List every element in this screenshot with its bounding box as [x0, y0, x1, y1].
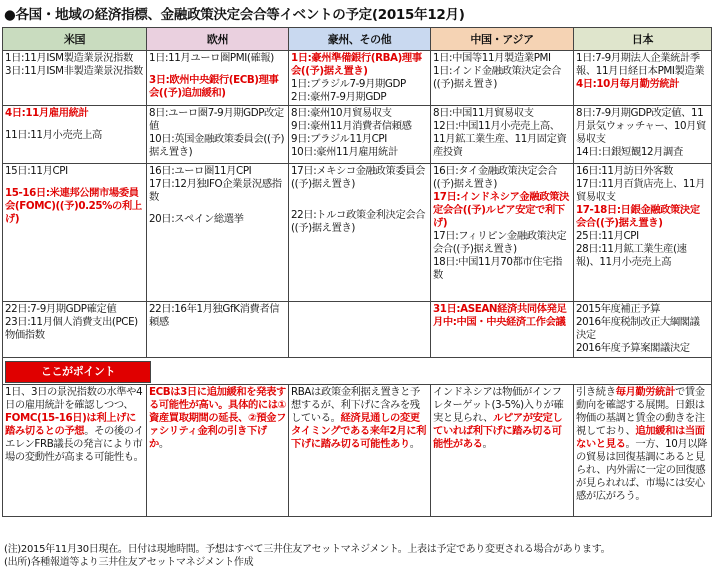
event-item: 16日:タイ金融政策決定会合((予)据え置き)	[433, 165, 558, 190]
event-cell	[3, 51, 147, 106]
key-point-text: 。	[409, 438, 420, 450]
event-cell	[574, 164, 712, 302]
event-item: 22日:7-9月期GDP確定値	[5, 303, 117, 315]
spacer	[149, 65, 286, 74]
event-item: 17日:12月独IFO企業景況感指数	[149, 178, 282, 203]
key-point-text: で賃金動向を確認する展開。日銀は物価の基調と賃金の動きを注視しており、	[576, 386, 705, 437]
event-cell	[289, 51, 431, 106]
event-cell	[431, 302, 574, 358]
event-cell	[3, 106, 147, 164]
key-points-row	[3, 385, 712, 517]
event-cell	[574, 51, 712, 106]
key-point-cell	[3, 385, 147, 517]
column-header-japan: 日本	[574, 28, 712, 51]
column-header-europe: 欧州	[147, 28, 289, 51]
highlighted-event: 17-18日:日銀金融政策決定会合((予)据え置き)	[576, 204, 700, 229]
event-item: 3日:11月ISM非製造業景況指数	[5, 65, 143, 77]
event-row	[3, 164, 712, 302]
key-point-text: 。	[158, 438, 169, 450]
event-item: 22日:16年1月独GfK消費者信頼感	[149, 303, 280, 328]
event-item: 2日:豪州7-9月期GDP	[291, 91, 387, 103]
key-point-text: 1日、3日の景況指数の水準や4日の雇用統計を確認しつつ、	[5, 386, 143, 411]
event-item: 10日:豪州11月雇用統計	[291, 146, 398, 158]
key-point-text: 。	[482, 438, 493, 450]
event-item: 8日:ユーロ圏7-9月期GDP改定値	[149, 107, 284, 132]
event-item: 25日:11月CPI	[576, 230, 639, 242]
event-cell	[289, 106, 431, 164]
event-cell	[431, 106, 574, 164]
event-cell	[147, 164, 289, 302]
highlighted-event: 3日:欧州中央銀行(ECB)理事会((予)追加緩和)	[149, 74, 279, 99]
key-point-highlight: 毎月勤労統計	[615, 386, 675, 398]
event-item: 8日:中国11月貿易収支	[433, 107, 534, 119]
event-item: 17日:11月百貨店売上、11月貿易収支	[576, 178, 706, 203]
key-point-text: 。その後のイエレンFRB議長の発言により市場の変動性が高まる可能性も。	[5, 425, 144, 463]
key-point-cell	[431, 385, 574, 517]
highlighted-event: 月中:中国・中央経済工作会議	[433, 316, 566, 328]
footnotes	[4, 543, 610, 569]
event-item: 14日:日銀短観12月調査	[576, 146, 683, 158]
footnote-source: (出所)各種報道等より三井住友アセットマネジメント作成	[4, 557, 254, 568]
event-cell	[147, 51, 289, 106]
key-point-highlight: 追加緩和は当面ないと見る	[576, 425, 705, 450]
event-item: 1日:11月ユーロ圏PMI(確報)	[149, 52, 274, 64]
event-item: 12日:中国11月小売売上高、11月鉱工業生産、11月固定資産投資	[433, 120, 567, 158]
event-cell	[3, 164, 147, 302]
event-cell	[431, 164, 574, 302]
event-cell	[574, 302, 712, 358]
event-item: 2016年度予算案閣議決定	[576, 342, 690, 354]
event-item: 23日:11月個人消費支出(PCE)物価指数	[5, 316, 138, 341]
event-item: 2015年度補正予算	[576, 303, 660, 315]
event-item: 1日:ブラジル7-9月期GDP	[291, 78, 406, 90]
event-cell	[574, 106, 712, 164]
spacer	[149, 204, 286, 213]
key-point-text: RBAは政策金利据え置きと予想するが、利下げに含みを残している。	[291, 386, 420, 424]
event-item: 16日:ユーロ圏11月CPI	[149, 165, 252, 177]
event-item: 2016年度税制改正大綱閣議決定	[576, 316, 700, 341]
event-cell	[289, 302, 431, 358]
event-item: 1日:7-9月期法人企業統計季報、11月日経日本PMI製造業	[576, 52, 705, 77]
key-points-label: ここがポイント	[5, 361, 151, 383]
event-cell	[431, 51, 574, 106]
event-cell	[147, 106, 289, 164]
event-item: 1日:中国等11月製造業PMI	[433, 52, 551, 64]
key-point-highlight: ECBは3日に追加緩和を発表する可能性が高い。具体的には①資産買取期間の延長、②預金ファシリティ金利の引き下げか	[149, 386, 286, 450]
key-point-text: 。一方、10月以降の貿易は回復基調にあると見られ、内外需に一定の回復感が見られれば、市場には安心感が広がろう。	[576, 438, 708, 502]
highlighted-event: 4日:10月毎月勤労統計	[576, 78, 680, 90]
event-item: 10日:英国金融政策委員会((予)据え置き)	[149, 133, 285, 158]
event-row	[3, 51, 712, 106]
event-item: 17日:メキシコ金融政策委員会((予)据え置き)	[291, 165, 426, 190]
event-item: 17日:フィリピン金融政策決定会合((予)据え置き)	[433, 230, 567, 255]
spacer	[5, 178, 144, 187]
highlighted-event: 17日:インドネシア金融政策決定会合((予)ルピア安定で利下げ)	[433, 191, 569, 229]
event-item: 22日:トルコ政策金利決定会合((予)据え置き)	[291, 209, 426, 234]
key-point-highlight: 経済見通しの変更タイミングである来年2月に利下げに踏み切る可能性あり	[291, 412, 427, 450]
spacer	[291, 200, 428, 209]
schedule-table	[2, 27, 712, 517]
event-item: 15日:11月CPI	[5, 165, 68, 177]
event-cell	[147, 302, 289, 358]
key-point-cell	[574, 385, 712, 517]
event-cell	[289, 164, 431, 302]
event-cell	[3, 302, 147, 358]
point-label-row	[3, 358, 712, 385]
highlighted-event: 4日:11月雇用統計	[5, 107, 89, 119]
highlighted-event: 31日:ASEAN経済共同体発足	[433, 303, 567, 315]
event-item: 20日:スペイン総選挙	[149, 213, 244, 225]
event-row	[3, 106, 712, 164]
header-row	[3, 28, 712, 51]
key-point-text: インドネシアは物価がインフレターゲット(3-5%)入りが確実と見られ、	[433, 386, 564, 424]
event-row	[3, 302, 712, 358]
event-item: 9日:豪州11月消費者信頼感	[291, 120, 412, 132]
key-point-text: 引き続き	[576, 386, 616, 398]
column-header-us: 米国	[3, 28, 147, 51]
event-item: 28日:11月鉱工業生産(速報)、11月小売売上高	[576, 243, 687, 268]
event-item: 18日:中国11月70都市住宅指数	[433, 256, 563, 281]
highlighted-event: 1日:豪州準備銀行(RBA)理事会((予)据え置き)	[291, 52, 422, 77]
key-point-highlight: ルピアが安定していれば利下げに踏み切る可能性がある	[433, 412, 563, 450]
column-header-australia-other: 豪州、その他	[289, 28, 431, 51]
event-item: 8日:7-9月期GDP改定値、11月景気ウォッチャー、10月貿易収支	[576, 107, 706, 145]
event-item: 9日:ブラジル11月CPI	[291, 133, 387, 145]
event-item: 1日:インド金融政策決定会合((予)据え置き)	[433, 65, 561, 90]
page-title: ●各国・地域の経済指標、金融政策決定会合等イベントの予定(2015年12月)	[4, 7, 465, 23]
event-item: 11日:11月小売売上高	[5, 129, 102, 141]
column-header-china-asia: 中国・アジア	[431, 28, 574, 51]
event-item: 16日:11月訪日外客数	[576, 165, 673, 177]
highlighted-event: 15-16日:米連邦公開市場委員会(FOMC)((予)0.25%の利上げ)	[5, 187, 142, 225]
key-point-highlight: FOMC(15-16日)は利上げに踏み切るとの予想	[5, 412, 136, 437]
spacer	[5, 120, 144, 129]
footnote-note: (注)2015年11月30日現在。日付は現地時間。予想はすべて三井住友アセットマネジメント。上表は予定であり変更される場合があります。	[4, 544, 611, 555]
key-point-cell	[289, 385, 431, 517]
spacer	[291, 191, 428, 200]
event-item: 8日:豪州10月貿易収支	[291, 107, 392, 119]
event-item: 1日:11月ISM製造業景況指数	[5, 52, 133, 64]
key-point-cell	[147, 385, 289, 517]
